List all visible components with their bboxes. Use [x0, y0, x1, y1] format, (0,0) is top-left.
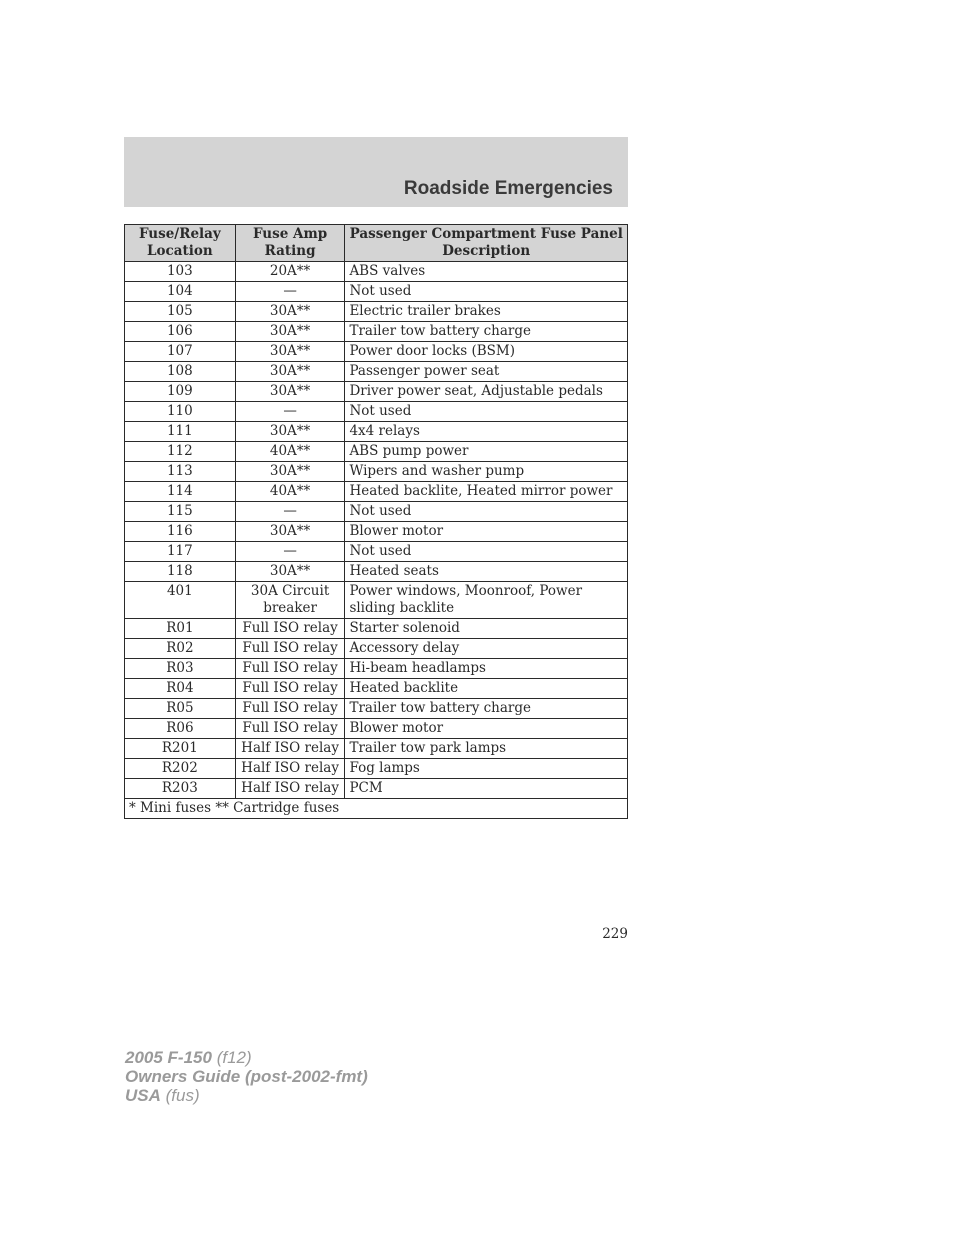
fuse-location-cell: R06 — [125, 719, 236, 739]
table-row — [125, 302, 628, 322]
header-row — [125, 225, 628, 262]
fuse-table-header — [125, 225, 628, 262]
column-header-rating: Fuse Amp Rating — [235, 225, 345, 262]
fuse-location-cell: 107 — [125, 342, 236, 362]
fuse-location-cell: 117 — [125, 542, 236, 562]
fuse-location-cell: R04 — [125, 679, 236, 699]
table-row — [125, 462, 628, 482]
table-row — [125, 542, 628, 562]
fuse-rating-cell: Full ISO relay — [235, 719, 345, 739]
fuse-location-cell: R05 — [125, 699, 236, 719]
fuse-rating-cell: — — [235, 402, 345, 422]
fuse-location-cell: R02 — [125, 639, 236, 659]
table-row — [125, 759, 628, 779]
table-row — [125, 679, 628, 699]
page-number: 229 — [602, 926, 628, 942]
fuse-location-cell: 103 — [125, 262, 236, 282]
fuse-location-cell: 118 — [125, 562, 236, 582]
fuse-description-cell: Trailer tow battery charge — [345, 699, 628, 719]
footer-guide: Owners Guide (post-2002-fmt) — [125, 1067, 368, 1086]
footnote: * Mini fuses ** Cartridge fuses — [125, 799, 628, 819]
fuse-rating-cell: 30A** — [235, 342, 345, 362]
fuse-rating-cell: Full ISO relay — [235, 659, 345, 679]
fuse-description-cell: Not used — [345, 502, 628, 522]
fuse-description-cell: Heated seats — [345, 562, 628, 582]
fuse-rating-cell: 30A** — [235, 462, 345, 482]
fuse-description-cell: Power windows, Moonroof, Power sliding backlite — [345, 582, 628, 619]
fuse-description-cell: ABS valves — [345, 262, 628, 282]
fuse-rating-cell: 30A** — [235, 422, 345, 442]
fuse-rating-cell: Full ISO relay — [235, 699, 345, 719]
fuse-rating-cell: Half ISO relay — [235, 759, 345, 779]
fuse-table — [124, 224, 628, 819]
footer-market: USA — [125, 1086, 161, 1105]
fuse-rating-cell: 30A** — [235, 562, 345, 582]
fuse-description-cell: Not used — [345, 282, 628, 302]
table-row — [125, 739, 628, 759]
table-row — [125, 342, 628, 362]
fuse-rating-cell: 30A** — [235, 302, 345, 322]
fuse-description-cell: Heated backlite, Heated mirror power — [345, 482, 628, 502]
section-title: Roadside Emergencies — [403, 178, 613, 199]
table-row — [125, 619, 628, 639]
fuse-description-cell: Blower motor — [345, 522, 628, 542]
fuse-description-cell: Heated backlite — [345, 679, 628, 699]
fuse-description-cell: Accessory delay — [345, 639, 628, 659]
fuse-location-cell: 116 — [125, 522, 236, 542]
fuse-location-cell: 113 — [125, 462, 236, 482]
column-header-location: Fuse/Relay Location — [125, 225, 236, 262]
table-row — [125, 362, 628, 382]
fuse-location-cell: R03 — [125, 659, 236, 679]
footnote-row — [125, 799, 628, 819]
table-row — [125, 582, 628, 619]
fuse-description-cell: 4x4 relays — [345, 422, 628, 442]
table-row — [125, 282, 628, 302]
fuse-rating-cell: Full ISO relay — [235, 679, 345, 699]
section-header-band — [124, 137, 628, 207]
fuse-description-cell: Blower motor — [345, 719, 628, 739]
table-row — [125, 502, 628, 522]
fuse-rating-cell: 40A** — [235, 482, 345, 502]
fuse-description-cell: PCM — [345, 779, 628, 799]
fuse-location-cell: R203 — [125, 779, 236, 799]
footer-line-1 — [125, 1048, 368, 1067]
fuse-description-cell: Not used — [345, 542, 628, 562]
fuse-location-cell: R01 — [125, 619, 236, 639]
fuse-table-footer — [125, 799, 628, 819]
fuse-location-cell: 110 — [125, 402, 236, 422]
fuse-rating-cell: 30A** — [235, 322, 345, 342]
fuse-description-cell: Wipers and washer pump — [345, 462, 628, 482]
fuse-description-cell: Starter solenoid — [345, 619, 628, 639]
fuse-location-cell: 114 — [125, 482, 236, 502]
fuse-description-cell: Trailer tow battery charge — [345, 322, 628, 342]
fuse-description-cell: Electric trailer brakes — [345, 302, 628, 322]
fuse-rating-cell: — — [235, 542, 345, 562]
table-row — [125, 382, 628, 402]
fuse-table-body — [125, 262, 628, 799]
table-row — [125, 562, 628, 582]
fuse-location-cell: 112 — [125, 442, 236, 462]
column-header-description: Passenger Compartment Fuse Panel Description — [345, 225, 628, 262]
fuse-location-cell: 115 — [125, 502, 236, 522]
fuse-rating-cell: 30A** — [235, 522, 345, 542]
fuse-description-cell: ABS pump power — [345, 442, 628, 462]
fuse-description-cell: Fog lamps — [345, 759, 628, 779]
footer-model-code: (f12) — [216, 1048, 252, 1067]
fuse-rating-cell: Full ISO relay — [235, 619, 345, 639]
fuse-location-cell: 401 — [125, 582, 236, 619]
fuse-description-cell: Passenger power seat — [345, 362, 628, 382]
fuse-rating-cell: 30A** — [235, 382, 345, 402]
table-row — [125, 659, 628, 679]
fuse-rating-cell: — — [235, 502, 345, 522]
table-row — [125, 402, 628, 422]
table-row — [125, 699, 628, 719]
table-row — [125, 422, 628, 442]
fuse-rating-cell: Half ISO relay — [235, 779, 345, 799]
fuse-rating-cell: 30A** — [235, 362, 345, 382]
fuse-location-cell: 108 — [125, 362, 236, 382]
table-row — [125, 482, 628, 502]
fuse-description-cell: Trailer tow park lamps — [345, 739, 628, 759]
fuse-rating-cell: 30A Circuit breaker — [235, 582, 345, 619]
fuse-description-cell: Driver power seat, Adjustable pedals — [345, 382, 628, 402]
footer-model: 2005 F-150 — [125, 1048, 212, 1067]
fuse-location-cell: R201 — [125, 739, 236, 759]
table-row — [125, 522, 628, 542]
footer-line-2 — [125, 1067, 368, 1086]
document-footer — [125, 1048, 368, 1105]
fuse-location-cell: 105 — [125, 302, 236, 322]
fuse-rating-cell: 40A** — [235, 442, 345, 462]
fuse-location-cell: 109 — [125, 382, 236, 402]
fuse-description-cell: Hi-beam headlamps — [345, 659, 628, 679]
table-row — [125, 779, 628, 799]
table-row — [125, 639, 628, 659]
fuse-location-cell: R202 — [125, 759, 236, 779]
fuse-description-cell: Power door locks (BSM) — [345, 342, 628, 362]
fuse-rating-cell: Full ISO relay — [235, 639, 345, 659]
fuse-location-cell: 104 — [125, 282, 236, 302]
fuse-location-cell: 111 — [125, 422, 236, 442]
fuse-rating-cell: 20A** — [235, 262, 345, 282]
table-row — [125, 262, 628, 282]
footer-line-3 — [125, 1086, 368, 1105]
table-row — [125, 719, 628, 739]
fuse-rating-cell: — — [235, 282, 345, 302]
fuse-rating-cell: Half ISO relay — [235, 739, 345, 759]
table-row — [125, 442, 628, 462]
table-row — [125, 322, 628, 342]
fuse-description-cell: Not used — [345, 402, 628, 422]
fuse-location-cell: 106 — [125, 322, 236, 342]
footer-market-code: (fus) — [165, 1086, 200, 1105]
